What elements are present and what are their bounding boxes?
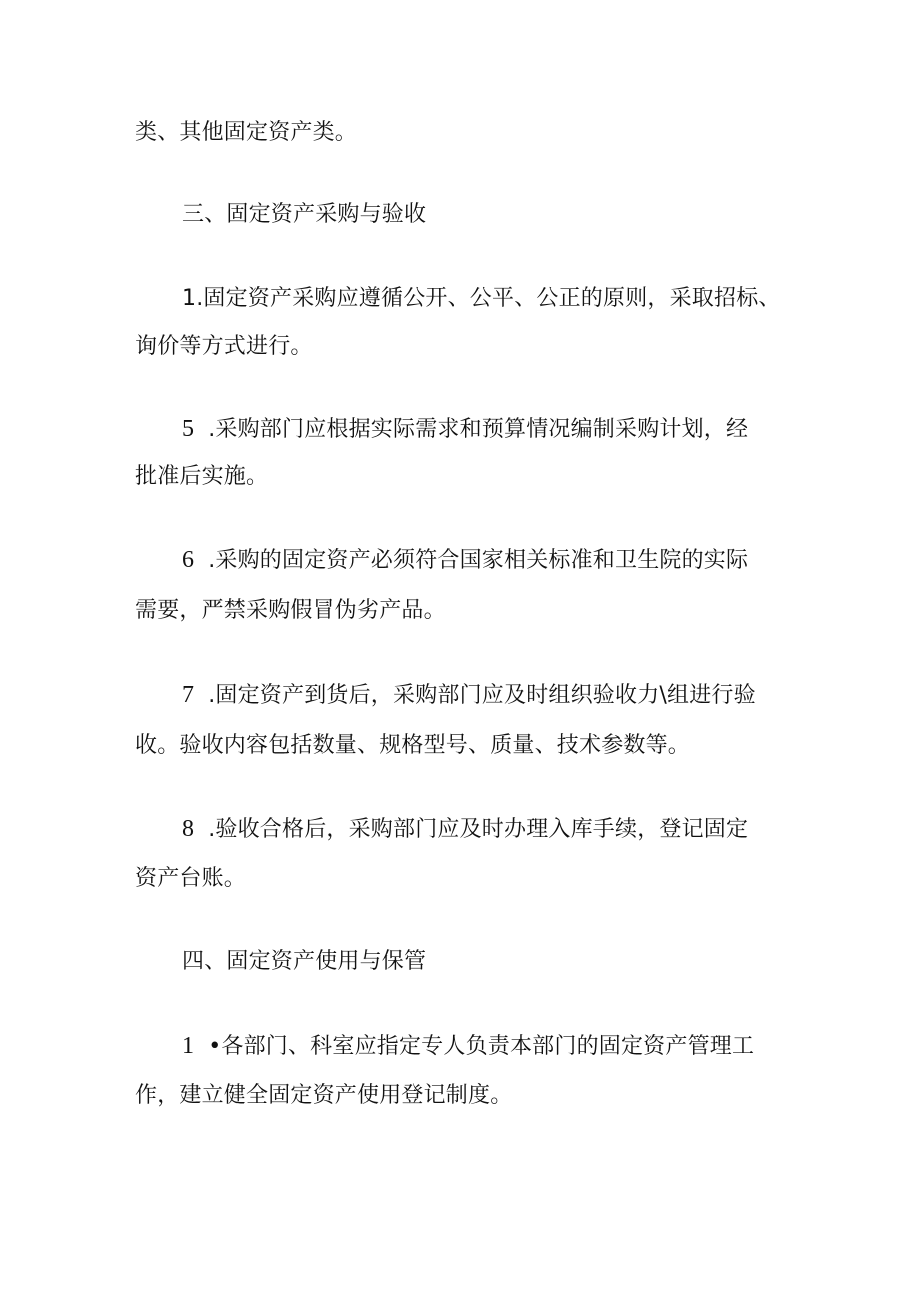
paragraph-line: 询价等方式进行。 bbox=[135, 334, 313, 359]
item-number: 6 bbox=[182, 547, 195, 573]
paragraph-line: 1.固定资产采购应遵循公开、公平、公正的原则，采取招标、 bbox=[182, 286, 781, 311]
item-number: 5 bbox=[182, 416, 195, 442]
paragraph-line bbox=[182, 545, 748, 576]
paragraph-line: 需要，严禁采购假冒伪劣产品。 bbox=[135, 598, 446, 623]
item-number: 1 bbox=[182, 1033, 195, 1059]
paragraph-line: 作，建立健全固定资产使用登记制度。 bbox=[135, 1083, 513, 1108]
paragraph-line: 类、其他固定资产类。 bbox=[135, 120, 358, 145]
section-heading: 四、固定资产使用与保管 bbox=[182, 949, 427, 974]
paragraph-line bbox=[182, 1031, 754, 1062]
paragraph-line: 资产台账。 bbox=[135, 866, 247, 891]
paragraph-line: 批准后实施。 bbox=[135, 464, 269, 489]
item-text: .固定资产到货后，采购部门应及时组织验收力\组进行验 bbox=[208, 683, 756, 708]
paragraph-line bbox=[182, 814, 748, 845]
section-heading: 三、固定资产采购与验收 bbox=[182, 202, 427, 227]
item-text: •各部门、科室应指定专人负责本部门的固定资产管理工 bbox=[208, 1034, 755, 1059]
item-number: 7 bbox=[182, 682, 195, 708]
item-text: .验收合格后，采购部门应及时办理入库手续，登记固定 bbox=[208, 817, 749, 842]
paragraph-line bbox=[182, 414, 748, 445]
item-number: 8 bbox=[182, 816, 195, 842]
item-text: .采购的固定资产必须符合国家相关标准和卫生院的实际 bbox=[208, 548, 749, 573]
paragraph-line: 收。验收内容包括数量、规格型号、质量、技术参数等。 bbox=[135, 733, 691, 758]
item-text: .采购部门应根据实际需求和预算情况编制采购计划，经 bbox=[208, 417, 749, 442]
paragraph-line bbox=[182, 680, 756, 711]
